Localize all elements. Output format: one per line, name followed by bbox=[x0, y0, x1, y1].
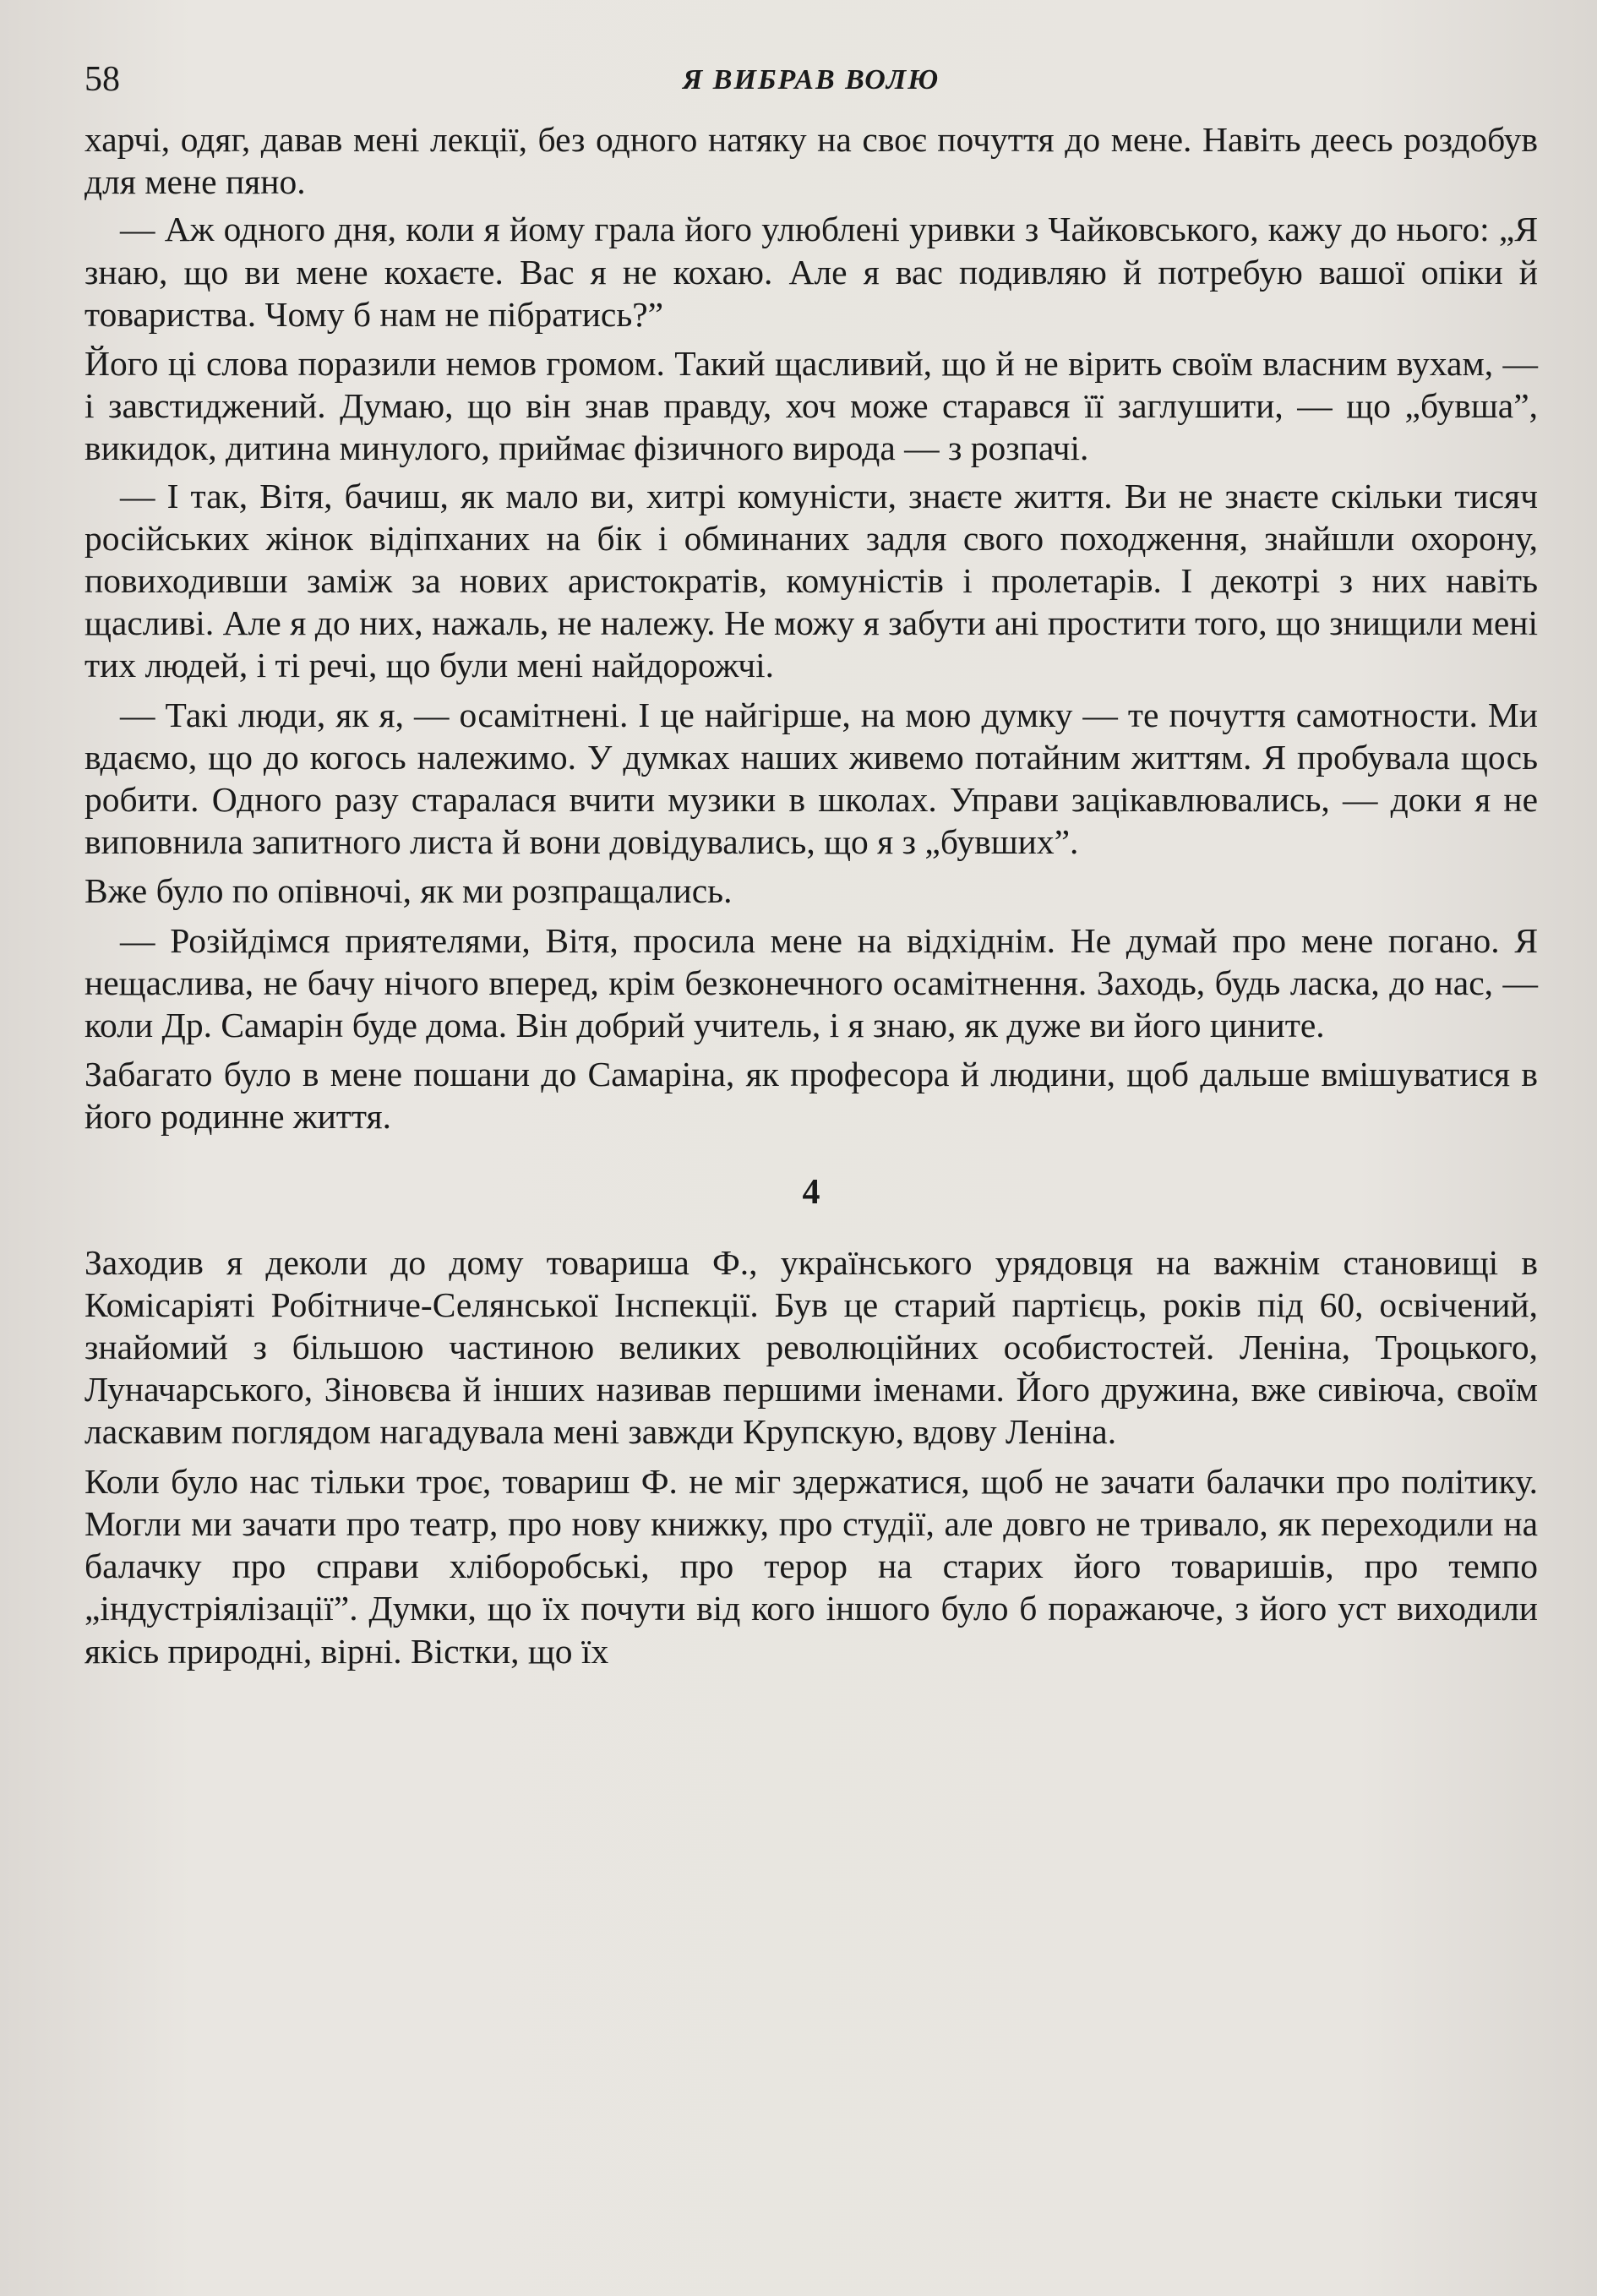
page-header bbox=[84, 51, 1538, 118]
paragraph: Його ці слова поразили немов громом. Такий щасливий, що й не вірить своїм власним вухам, — і завстиджений. Думаю, що він знав правду, хоч може старався її заглушити, — що „бувша”, викидок, дитина минулого, приймає фізичного вирода — з розпачі. bbox=[84, 344, 1538, 468]
section-number: 4 bbox=[802, 1172, 820, 1212]
page-number: 58 bbox=[84, 60, 120, 99]
paragraph: Заходив я деколи до дому товариша Ф., українського урядовця на важнім становищі в Комісаріяті Робітниче-Селянської Інспекції. Був це старий партієць, років під 60, освічений, знайомий з більшою частиною великих революційних особистостей. Леніна, Троцького, Луначарського, Зіновєва й інших називав першими іменами. Його дружина, вже сивіюча, своїм ласкавим поглядом нагадувала мені завжди Крупскую, вдову Леніна. bbox=[84, 1242, 1538, 1452]
paragraph: — І так, Вітя, бачиш, як мало ви, хитрі комуністи, знаєте життя. Ви не знаєте скільки тисяч російських жінок відіпханих на бік і обминаних задля свого походження, знайшли охорону, повиходивши заміж за нових аристократів, комуністів і пролетарів. І декотрі з них навіть щасливі. Але я до них, нажаль, не належу. Не можу я забути ані простити того, що знищили мені тих людей, і ті речі, що були мені найдорожчі. bbox=[84, 476, 1538, 685]
running-title: Я ВИБРАВ ВОЛЮ bbox=[682, 64, 940, 95]
paragraph: Коли було нас тільки троє, товариш Ф. не міг здержатися, щоб не зачати балачки про політику. Могли ми зачати про театр, про нову книжку, про студії, але довго не тривало, як переходили на балачку про справи хліборобські, про терор на старих його товаришів, про темпо „індустріялізації”. Думки, що їх почути від кого іншого було б поражаюче, з його уст виходили якісь природні, вірні. Вістки, що їх bbox=[84, 1461, 1538, 1671]
paragraph: Забагато було в мене пошани до Самаріна, як професора й людини, щоб дальше вмішуватися в його родинне життя. bbox=[84, 1055, 1538, 1137]
page-text bbox=[84, 51, 1538, 1677]
paragraph: — Розійдімся приятелями, Вітя, просила мене на відхіднім. Не думай про мене погано. Я нещаслива, не бачу нічого вперед, крім безконечного осамітнення. Заходь, будь ласка, до нас, — коли Др. Самарін буде дома. Він добрий учитель, і я знаю, як дуже ви його цините. bbox=[84, 920, 1538, 1045]
paragraph: Вже було по опівночі, як ми розпращались. bbox=[84, 871, 733, 911]
paragraph: харчі, одяг, давав мені лекції, без одного натяку на своє почуття до мене. Навіть деесь роздобув для мене пяно. bbox=[84, 120, 1538, 202]
paragraph: — Аж одного дня, коли я йому грала його улюблені уривки з Чайковського, кажу до нього: „Я знаю, що ви мене кохаєте. Вас я не кохаю. Але я вас подивляю й потребую вашої опіки й товариства. Чому б нам не пібратись?” bbox=[84, 210, 1538, 334]
paragraph: — Такі люди, як я, — осамітнені. І це найгірше, на мою думку — те почуття самотности. Ми вдаємо, що до когось належимо. У думках наших живемо потайним життям. Я пробувала щось робити. Одного разу старалася вчити музики в школах. Управи зацікавлювались, — доки я не виповнила запитного листа й вони довідувались, що я з „бувших”. bbox=[84, 695, 1538, 862]
